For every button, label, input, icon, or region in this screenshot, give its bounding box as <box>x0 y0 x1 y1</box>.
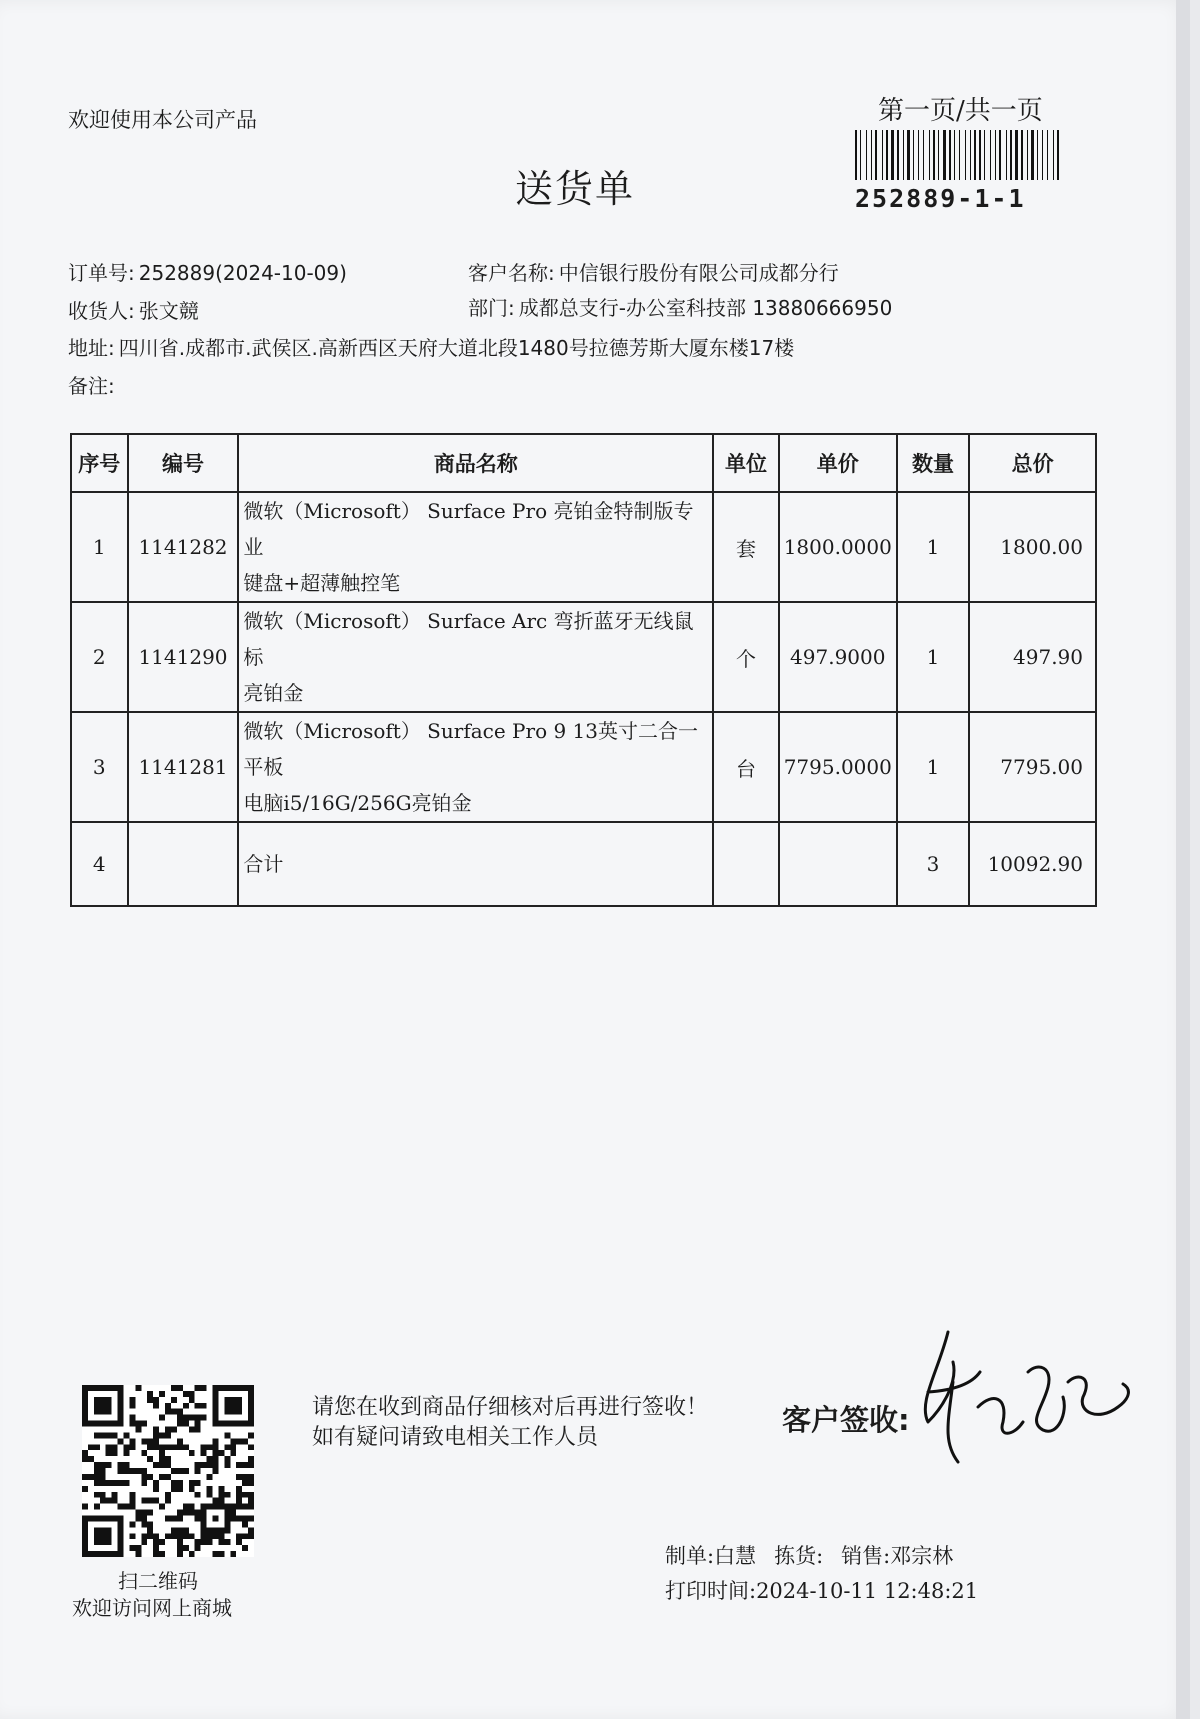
receiver-label: 收货人: <box>68 299 135 323</box>
row-code: 1141282 <box>128 492 239 602</box>
department <box>468 292 892 321</box>
print-time: 打印时间:2024-10-11 12:48:21 <box>665 1579 979 1603</box>
header-seq: 序号 <box>71 434 128 492</box>
row-qty: 1 <box>897 712 969 822</box>
sales: 销售:邓宗林 <box>841 1544 954 1568</box>
department-label: 部门: <box>468 296 515 320</box>
row-total: 7795.00 <box>969 712 1096 822</box>
summary-code <box>128 822 239 906</box>
customer-name <box>468 257 839 286</box>
table-row <box>71 602 1096 712</box>
header-code: 编号 <box>128 434 239 492</box>
row-qty: 1 <box>897 602 969 712</box>
order-number-label: 订单号: <box>68 261 135 285</box>
row-total: 1800.00 <box>969 492 1096 602</box>
row-product-name <box>238 712 713 822</box>
qr-subcaption: 欢迎访问网上商城 <box>72 1596 232 1620</box>
summary-seq: 4 <box>71 822 128 906</box>
row-total: 497.90 <box>969 602 1096 712</box>
product-name-line1: 微软（Microsoft） Surface Pro 亮铂金特制版专业 <box>243 499 694 559</box>
row-unit: 个 <box>713 602 778 712</box>
order-number-value: 252889(2024-10-09) <box>138 261 347 285</box>
row-seq: 2 <box>71 602 128 712</box>
summary-unit <box>713 822 778 906</box>
summary-row <box>71 822 1096 906</box>
barcode-image <box>855 130 1060 180</box>
address <box>68 332 794 361</box>
receiver <box>68 295 199 324</box>
header-unit: 单位 <box>713 434 778 492</box>
remark <box>68 370 119 399</box>
check-notice: 请您在收到商品仔细核对后再进行签收！如有疑问请致电相关工作人员 <box>312 1395 709 1450</box>
row-product-name <box>238 492 713 602</box>
row-code: 1141281 <box>128 712 239 822</box>
table-row <box>71 712 1096 822</box>
summary-price <box>779 822 897 906</box>
header-price: 单价 <box>779 434 897 492</box>
address-label: 地址: <box>68 336 115 360</box>
receiver-value: 张文競 <box>138 299 199 323</box>
row-product-name <box>238 602 713 712</box>
row-price: 1800.0000 <box>779 492 897 602</box>
header-product-name: 商品名称 <box>238 434 713 492</box>
row-code: 1141290 <box>128 602 239 712</box>
summary-total: 10092.90 <box>969 822 1096 906</box>
qr-code-image <box>82 1385 254 1557</box>
header-qty: 数量 <box>897 434 969 492</box>
row-price: 497.9000 <box>779 602 897 712</box>
table-row <box>71 492 1096 602</box>
page-number: 第一页/共一页 <box>878 96 1043 126</box>
row-seq: 1 <box>71 492 128 602</box>
order-number <box>68 257 347 286</box>
department-value: 成都总支行-办公室科技部 13880666950 <box>518 296 893 320</box>
product-name-line2: 电脑i5/16G/256G亮铂金 <box>243 791 472 815</box>
table-header-row <box>71 434 1096 492</box>
summary-qty: 3 <box>897 822 969 906</box>
row-unit: 台 <box>713 712 778 822</box>
row-price: 7795.0000 <box>779 712 897 822</box>
address-value: 四川省.成都市.武侯区.高新西区天府大道北段1480号拉德芳斯大厦东楼17楼 <box>118 336 795 360</box>
items-table <box>70 433 1097 907</box>
barcode-number: 252889-1-1 <box>855 184 1026 213</box>
customer-name-label: 客户名称: <box>468 261 555 285</box>
customer-signature-label: 客户签收: <box>782 1403 910 1437</box>
picker: 拣货: <box>774 1544 824 1568</box>
staff-info <box>665 1540 971 1570</box>
product-name-line2: 亮铂金 <box>243 681 304 705</box>
product-name-line1: 微软（Microsoft） Surface Pro 9 13英寸二合一平板 <box>243 719 698 779</box>
product-name-line1: 微软（Microsoft） Surface Arc 弯折蓝牙无线鼠标 <box>243 609 694 669</box>
header-total: 总价 <box>969 434 1096 492</box>
qr-caption: 扫二维码 <box>118 1569 198 1593</box>
product-name-line2: 键盘+超薄触控笔 <box>243 571 401 595</box>
customer-name-value: 中信银行股份有限公司成都分行 <box>558 261 839 285</box>
row-seq: 3 <box>71 712 128 822</box>
row-qty: 1 <box>897 492 969 602</box>
remark-label: 备注: <box>68 374 115 398</box>
summary-label: 合计 <box>238 822 713 906</box>
row-unit: 套 <box>713 492 778 602</box>
paper-edge <box>1176 0 1190 1719</box>
customer-signature <box>918 1312 1138 1472</box>
page-title: 送货单 <box>515 167 636 211</box>
maker: 制单:白慧 <box>665 1544 757 1568</box>
welcome-text: 欢迎使用本公司产品 <box>68 108 257 132</box>
